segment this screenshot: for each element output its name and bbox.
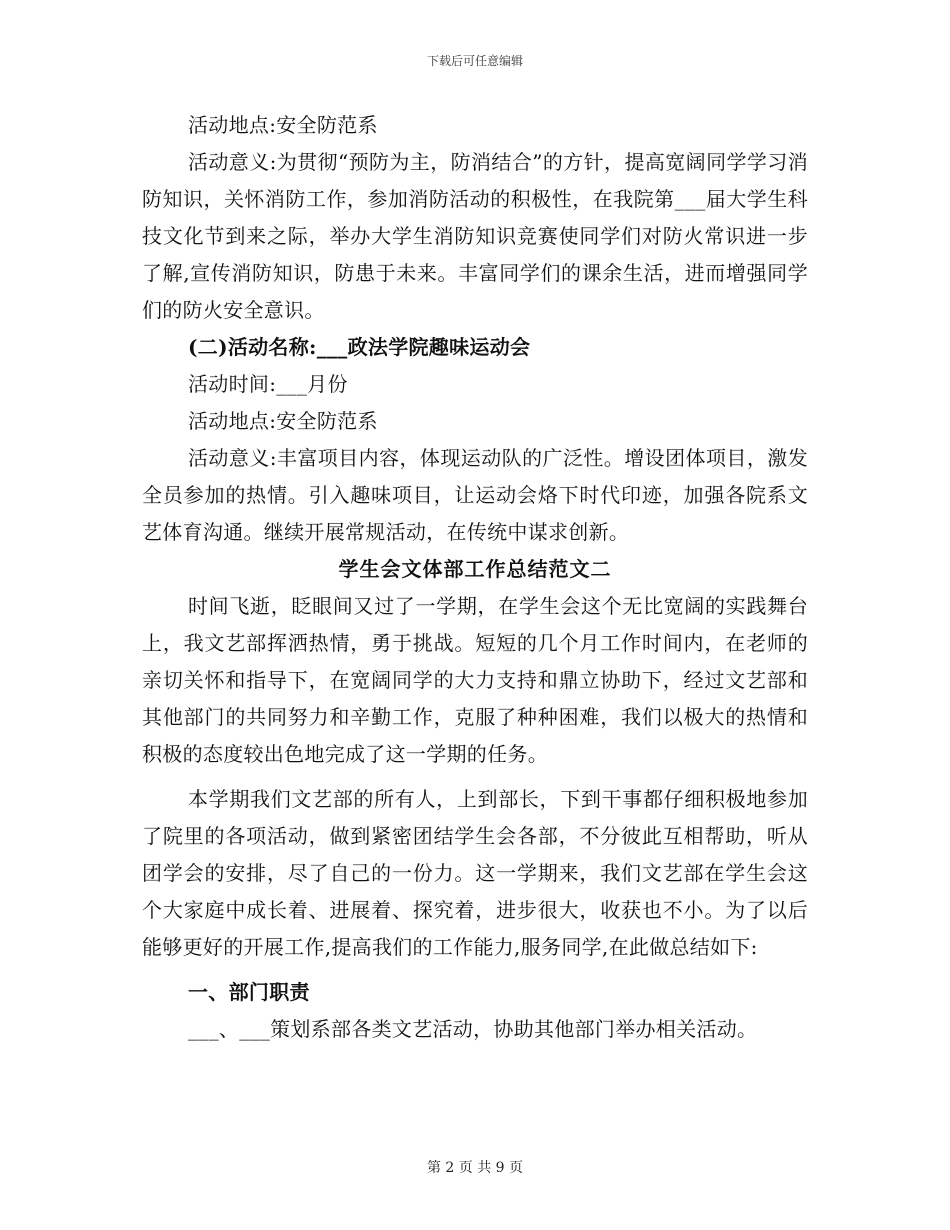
activity-significance-1: 活动意义:为贯彻“预防为主，防消结合”的方针，提高宽阔同学学习消防知识，关怀消防工作，参加消防活动的积极性，在我院第___届大学生科技文化节到来之际，举办大学生消防知识竞赛使同学们对防火常识进一步了解,宣传消防知识，防患于未来。丰富同学们的课余生活，进而增强同学们的防火安全意识。	[142, 150, 808, 322]
page-number: 第 2 页 共 9 页	[426, 1160, 524, 1176]
activity-time: 活动时间:___月份	[188, 372, 348, 396]
section-title: 学生会文体部工作总结范文二	[338, 557, 612, 581]
activity-name-heading: (二)活动名称:___政法学院趣味运动会	[188, 335, 531, 359]
page-header-note: 下载后可任意编辑	[426, 54, 523, 68]
activity-significance-2: 活动意义:丰富项目内容，体现运动队的广泛性。增设团体项目，激发全员参加的热情。引入趣味项目，让运动会烙下时代印迹，加强各院系文艺体育沟通。继续开展常规活动，在传统中谋求创新。	[142, 446, 808, 544]
document-body	[142, 107, 808, 1048]
activity-location-1: 活动地点:安全防范系	[188, 113, 378, 137]
paragraph-gap	[142, 773, 808, 781]
activity-location-2: 活动地点:安全防范系	[188, 409, 378, 433]
summary-paragraph-2: 本学期我们文艺部的所有人，上到部长，下到干事都仔细积极地参加了院里的各项活动，做到紧密团结学生会各部，不分彼此互相帮助，听从团学会的安排，尽了自己的一份力。这一学期来，我们文艺部在学生会这个大家庭中成长着、进展着、探究着，进步很大，收获也不小。为了以后能够更好的开展工作,提高我们的工作能力,服务同学,在此做总结如下:	[142, 787, 808, 959]
duty-item-1: ___、___策划系部各类文艺活动，协助其他部门举办相关活动。	[188, 1017, 758, 1041]
paragraph-gap	[142, 966, 808, 974]
department-duties-heading: 一、部门职责	[188, 980, 310, 1004]
summary-paragraph-1: 时间飞逝，眨眼间又过了一学期，在学生会这个无比宽阔的实践舞台上，我文艺部挥洒热情，勇于挑战。短短的几个月工作时间内，在老师的亲切关怀和指导下，在宽阔同学的大力支持和鼎立协助下，经过文艺部和其他部门的共同努力和辛勤工作，克服了种种困难，我们以极大的热情和积极的态度较出色地完成了这一学期的任务。	[142, 594, 808, 766]
